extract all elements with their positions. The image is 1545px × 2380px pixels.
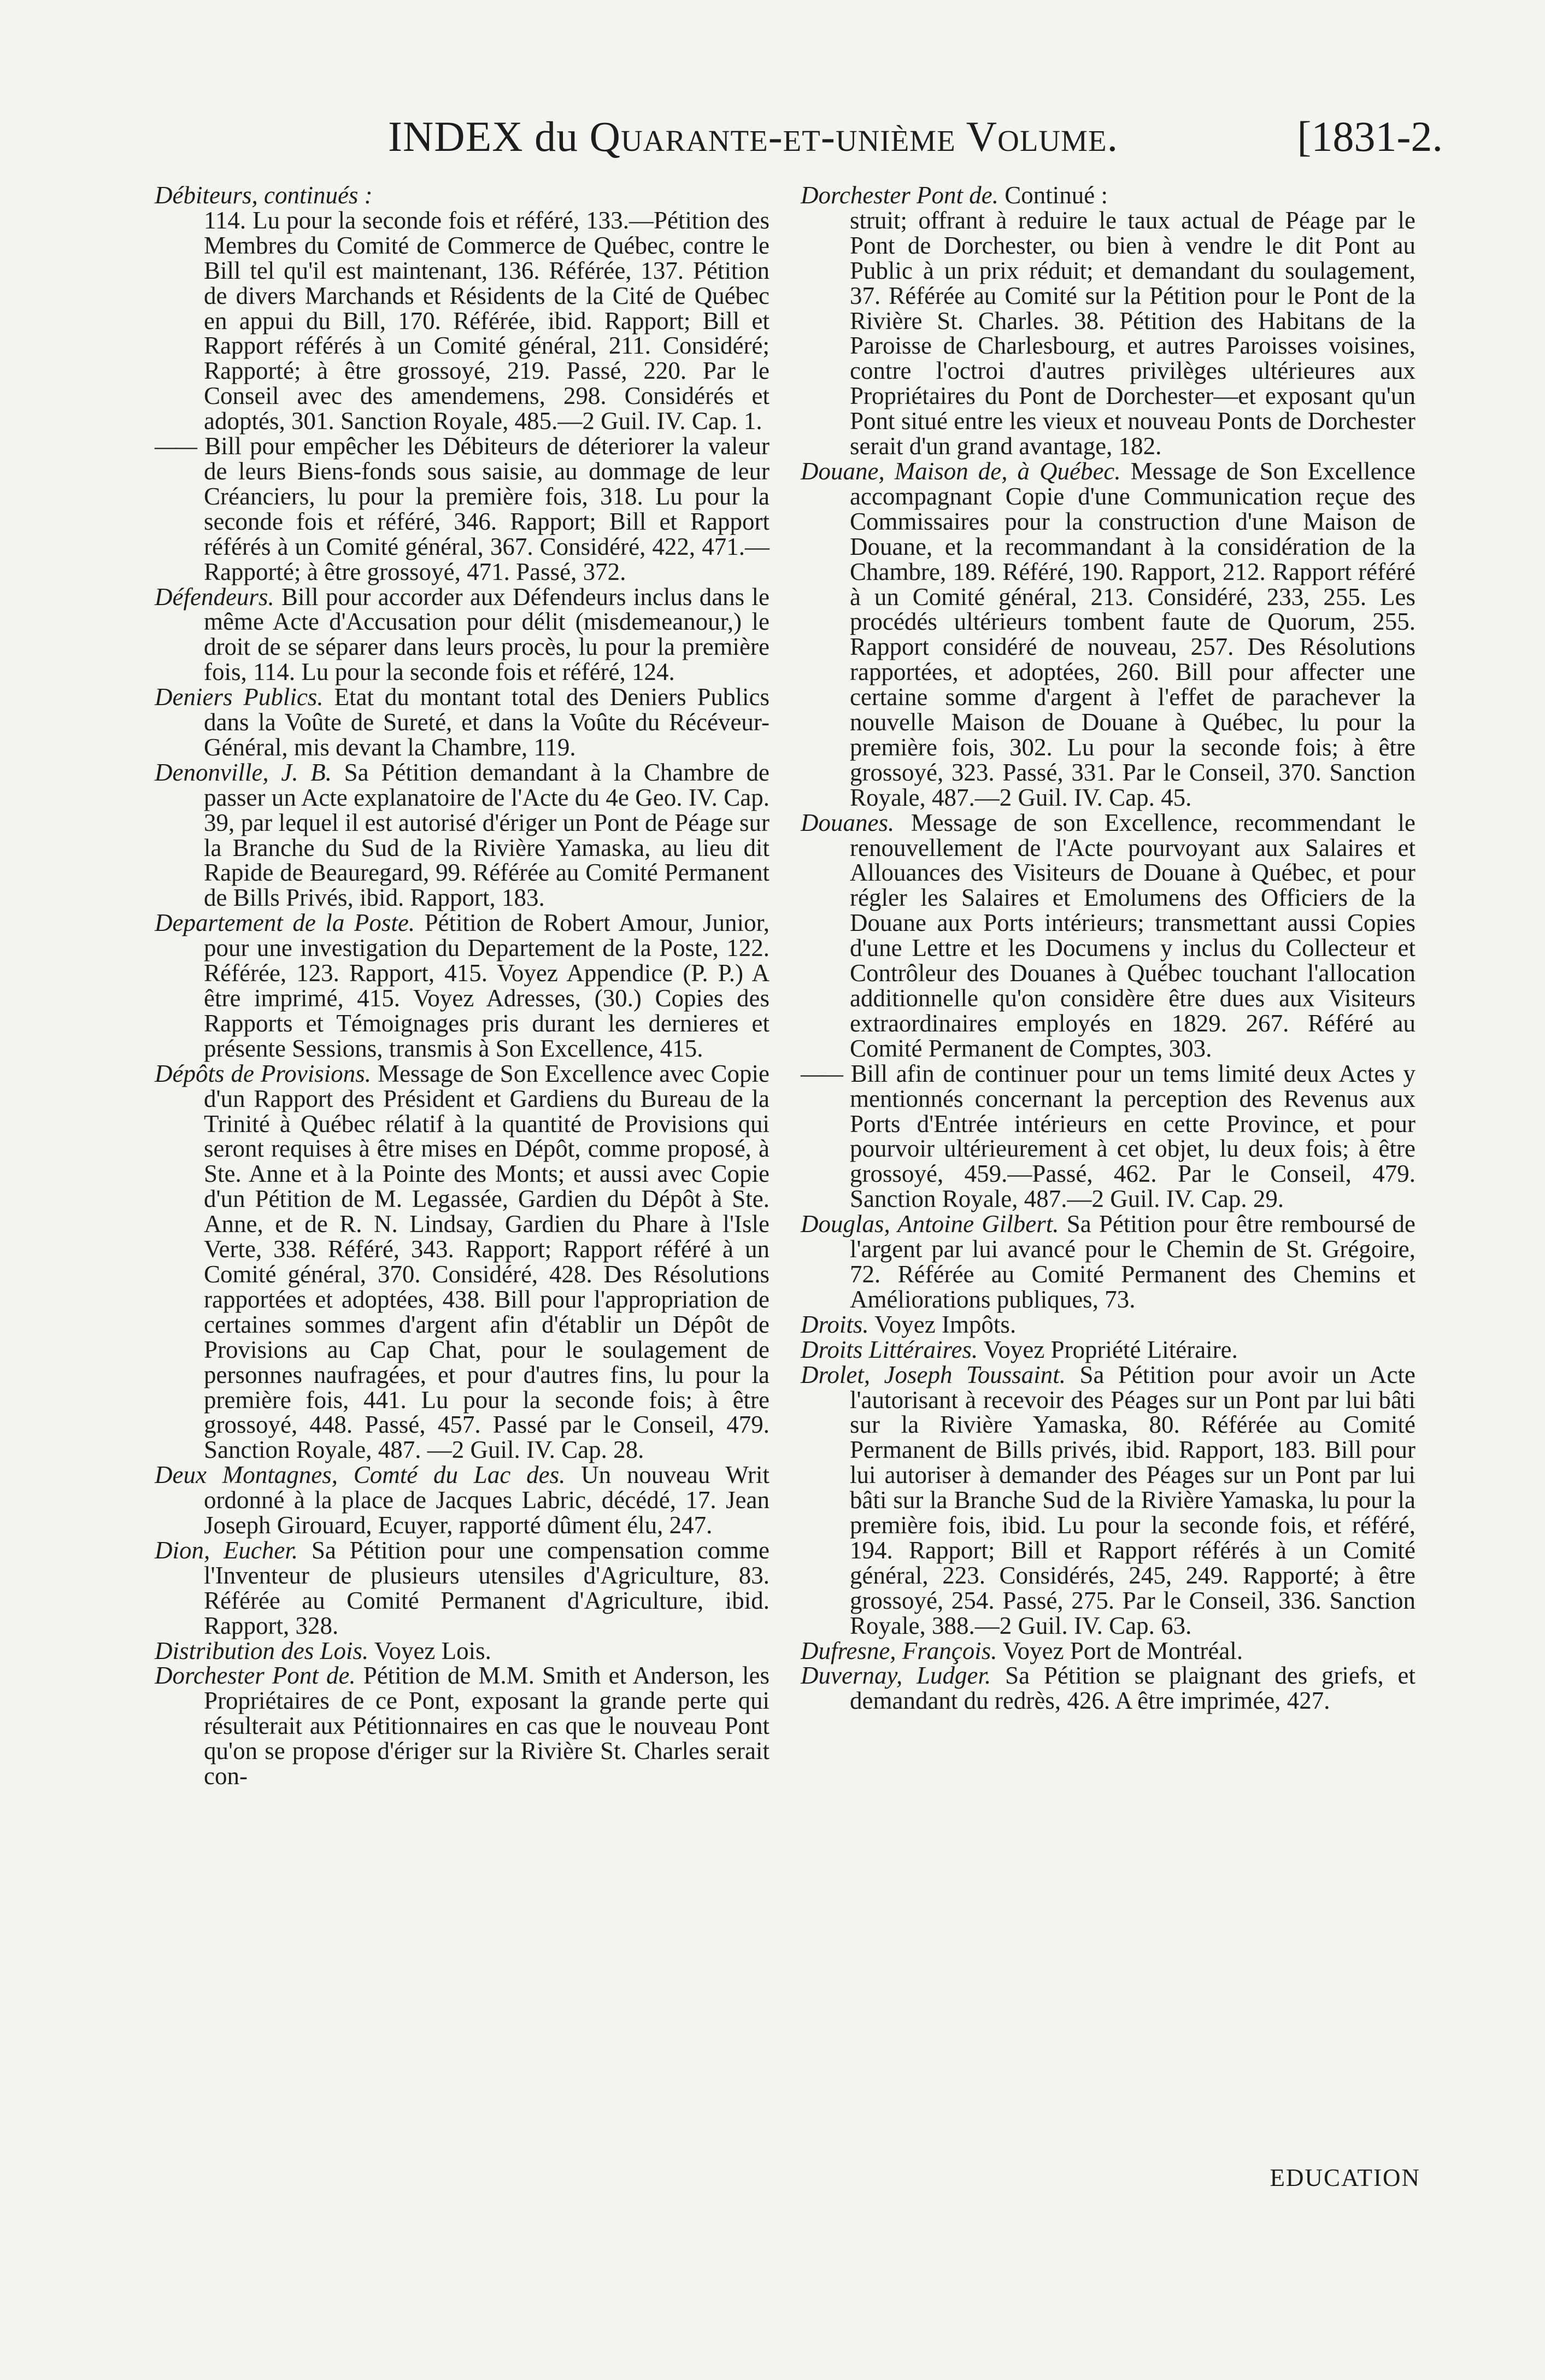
entry-heading: Dépôts de Provisions. (155, 1059, 371, 1087)
entry-text: Continué : (1004, 181, 1108, 209)
index-entry (155, 585, 769, 685)
entry-text: Un nouveau Writ ordonné à la place de Jacques Labric, décédé, 17. Jean Joseph Girouard, Ecuyer, rapporté dûment élu, 247. (204, 1461, 770, 1539)
entry-text: Voyez Impôts. (874, 1310, 1017, 1338)
entry-text: Voyez Port de Montréal. (1002, 1637, 1243, 1664)
entry-text: Sa Pétition pour une compensation comme l'Inventeur de plusieurs utensiles d'Agriculture, 83. Référée au Comité Permanent d'Agriculture, ibid. Rapport, 328. (204, 1536, 770, 1639)
index-entry (155, 760, 769, 911)
entry-text: Sa Pétition pour être remboursé de l'argent par lui avancé pour le Chemin de St. Grégoire, 72. Référée au Comité Permanent des Chemins et Améliorations publiques, 73. (850, 1210, 1415, 1313)
index-entry (155, 911, 769, 1061)
entry-heading: Drolet, Joseph Toussaint. (801, 1361, 1066, 1388)
left-column (155, 183, 769, 1789)
entry-heading: Distribution des Lois. (155, 1637, 369, 1664)
entry-text: Sa Pétition se plaignant des griefs, et demandant du redrès, 426. A être imprimée, 427. (850, 1662, 1416, 1715)
entry-text: Bill pour empêcher les Débiteurs de déteriorer la valeur de leurs Biens-fonds sous saisie, au dommage de leur Créanciers, lu pour la première fois, 318. Lu pour la seconde fois et référé, 346. Rapport; Bill et Rapport référés à un Comité général, 367. Considéré, 422, 471.—Rapporté; à être grossoyé, 471. Passé, 372. (204, 432, 770, 585)
entry-text: Message de son Excellence, recommendant le renouvellement de l'Acte pourvoyant aux Salaires et Allouances des Visiteurs de Douane à Québec, et pour régler les Salaires et Emolumens des Officiers de la Douane aux Ports intérieurs; transmettant aussi Copies d'une Lettre et les Documens y inclus du Collecteur et Contrôleur des Douanes à Québec touchant l'allocation additionnelle qu'on considère être dues aux Visiteurs extraordinaires employés en 1829. 267. Référé au Comité Permanent de Comptes, 303. (850, 808, 1415, 1062)
index-entry (801, 1059, 1415, 1213)
entry-text: Sa Pétition pour avoir un Acte l'autorisant à recevoir des Péages sur un Pont par lui bâti sur la Rivière Yamaska, 80. Référée au Comité Permanent de Bills privés, ibid. Rapport, 183. Bill pour lui autoriser à demander des Péages sur un Pont par lui bâti sur la Branche Sud de la Rivière Yamaska, lu pour la première fois, ibid. Lu pour la seconde fois, et référé, 194. Rapport; Bill et Rapport référés à un Comité général, 223. Considérés, 245, 249. Rapporté; à être grossoyé, 254. Passé, 275. Par le Conseil, 336. Sanction Royale, 388.—2 Guil. IV. Cap. 63. (850, 1361, 1415, 1639)
index-entry (801, 1212, 1415, 1312)
entry-text: Pétition de M.M. Smith et Anderson, les Propriétaires de ce Pont, exposant la grande perte qui résulterait aux Pétitionnaires en cas que le nouveau Pont qu'on se propose d'ériger sur la Rivière St. Charles serait con- (204, 1662, 770, 1790)
entry-text: Bill pour accorder aux Défendeurs inclus dans le même Acte d'Accusation pour délit (misdemeanour,) le droit de se séparer dans leurs procès, lu pour la première fois, 114. Lu pour la seconde fois et référé, 124. (204, 583, 769, 686)
index-entry (801, 459, 1415, 811)
index-entry (155, 685, 769, 760)
index-entry (155, 1538, 769, 1639)
entry-text: Sa Pétition demandant à la Chambre de passer un Acte explanatoire de l'Acte du 4e Geo. IV. Cap. 39, par lequel il est autorisé d'ériger un Pont de Péage sur la Branche du Sud de la Rivière Yamaska, au lieu dit Rapide de Beauregard, 99. Référée au Comité Permanent de Bills Privés, ibid. Rapport, 183. (204, 758, 769, 912)
index-entry (801, 208, 1415, 459)
entry-heading: Défendeurs. (155, 583, 274, 611)
entry-heading: Dion, Eucher. (155, 1536, 298, 1564)
entry-text: 114. Lu pour la seconde fois et référé, 133.—Pétition des Membres du Comité de Commerce de Québec, contre le Bill tel qu'il est maintenant, 136. Référée, 137. Pétition de divers Marchands et Résidents de la Cité de Québec en appui du Bill, 170. Référée, ibid. Rapport; Bill et Rapport référés à un Comité général, 211. Considéré; Rapporté; à être grossoyé, 219. Passé, 220. Par le Conseil avec des amendemens, 298. Considérés et adoptés, 301. Sanction Royale, 485.—2 Guil. IV. Cap. 1. (204, 206, 769, 435)
index-entry (801, 808, 1415, 1062)
entry-heading: Débiteurs, continués : (155, 181, 373, 209)
index-entry (155, 1059, 770, 1464)
index-entry (801, 1363, 1415, 1639)
index-entry (801, 183, 1415, 208)
entry-heading: Dorchester Pont de. (155, 1662, 356, 1690)
index-entry (155, 1663, 769, 1789)
index-entry (155, 434, 769, 584)
index-entry (801, 1335, 1415, 1363)
entry-text: Bill afin de continuer pour un tems limité deux Actes y mentionnés concernant la perception des Revenus aux Ports d'Entrée intérieurs en cette Province, et pour pourvoir ultérieurement à cet objet, lu deux fois; à être grossoyé, 459.—Passé, 462. Par le Conseil, 479. Sanction Royale, 487.—2 Guil. IV. Cap. 29. (850, 1059, 1415, 1213)
entry-text: Voyez Lois. (374, 1637, 491, 1664)
index-entry (155, 208, 769, 434)
entry-text: Message de Son Excellence accompagnant Copie d'une Communication reçue des Commissaires pour la construction d'une Maison de Douane, et la recommandant à la considération de la Chambre, 189. Référé, 190. Rapport, 212. Rapport référé à un Comité général, 213. Considéré, 233, 255. Les procédés ultérieurs tombent faute de Quorum, 255. Rapport considéré de nouveau, 257. Des Résolutions rapportées, et adoptées, 260. Bill pour affecter une certaine somme d'argent à l'effet de parachever la nouvelle Maison de Douane à Québec, lu pour la première fois, 302. Lu pour la seconde fois; à être grossoyé, 323. Passé, 331. Par le Conseil, 370. Sanction Royale, 487.—2 Guil. IV. Cap. 45. (850, 457, 1415, 811)
entry-heading: Douane, Maison de, à Québec. (801, 457, 1121, 485)
index-entry (155, 183, 769, 208)
entry-heading: Dufresne, François. (801, 1637, 997, 1664)
catchword: EDUCATION (1270, 2164, 1420, 2191)
entry-heading: Deniers Publics. (155, 683, 324, 711)
index-entry (801, 1639, 1415, 1664)
index-entry (801, 1663, 1415, 1714)
entry-heading: Duvernay, Ludger. (801, 1662, 991, 1690)
header-title-prefix: INDEX du (388, 113, 579, 160)
entry-heading: Douanes. (801, 808, 895, 836)
page-header (153, 112, 1443, 172)
entry-heading: Douglas, Antoine Gilbert. (801, 1210, 1059, 1238)
entry-text: Voyez Propriété Litéraire. (983, 1335, 1238, 1363)
header-year: [1831-2. (1297, 113, 1443, 160)
right-column (801, 183, 1415, 1714)
entry-heading: Departement de la Poste. (155, 909, 415, 937)
index-entry (801, 1312, 1415, 1338)
index-entry (155, 1463, 769, 1538)
entry-heading: Dorchester Pont de. (801, 181, 998, 209)
entry-text: struit; offrant à reduire le taux actual de Péage par le Pont de Dorchester, ou bien à vendre le dit Pont au Public à un prix réduit; et demandant du soulagement, 37. Référée au Comité sur la Pétition pour le Pont de la Rivière St. Charles. 38. Pétition des Habitans de la Paroisse de Charlesbourg, et autres Paroisses voisines, contre l'octroi d'autres privilèges ultérieures aux Propriétaires du Pont de Dorchester—et exposant qu'un Pont situé entre les vieux et nouveau Ponts de Dorchester serait d'un grand avantage, 182. (850, 206, 1415, 460)
header-title (388, 112, 1118, 161)
entry-text: Pétition de Robert Amour, Junior, pour une investigation du Departement de la Poste, 122. Référée, 123. Rapport, 415. Voyez Appendice (P. P.) A être imprimé, 415. Voyez Adresses, (30.) Copies des Rapports et Témoignages pris durant les dernieres et présente Sessions, transmis à Son Excellence, 415. (204, 909, 769, 1062)
index-entry (155, 1639, 769, 1664)
entry-heading: Deux Montagnes, Comté du Lac des. (155, 1461, 566, 1489)
entry-heading: —— (155, 432, 197, 460)
entry-text: Message de Son Excellence avec Copie d'un Rapport des Président et Gardiens du Bureau de la Trinité à Québec rélatif à la quantité de Provisions qui seront requises à être mises en Dépôt, comme proposé, à Ste. Anne et à la Pointe des Monts; et aussi avec Copie d'un Pétition de M. Legassée, Gardien du Dépôt à Ste. Anne, et de R. N. Lindsay, Gardien du Phare à l'Isle Verte, 338. Référé, 343. Rapport; Rapport référé à un Comité général, 370. Considéré, 428. Des Résolutions rapportées et adoptées, 438. Bill pour l'appropriation de certaines sommes d'argent afin d'établir un Dépôt de Provisions au Cap Chat, pour le soulagement de personnes naufragées, et pour d'autres fins, lu pour la première fois, 441. Lu pour la seconde fois; à être grossoyé, 448. Passé, 457. Passé par le Conseil, 479. Sanction Royale, 487. —2 Guil. IV. Cap. 28. (204, 1059, 770, 1464)
entry-heading: Droits Littéraires. (801, 1335, 978, 1363)
header-title-main: Quarante-et-unième Volume. (589, 113, 1119, 160)
entry-text: Etat du montant total des Deniers Publics dans la Voûte de Sureté, et dans la Voûte du Récéveur-Général, mis devant la Chambre, 119. (204, 683, 770, 761)
entry-heading: —— (801, 1059, 843, 1087)
entry-heading: Droits. (801, 1310, 869, 1338)
entry-heading: Denonville, J. B. (155, 758, 332, 786)
